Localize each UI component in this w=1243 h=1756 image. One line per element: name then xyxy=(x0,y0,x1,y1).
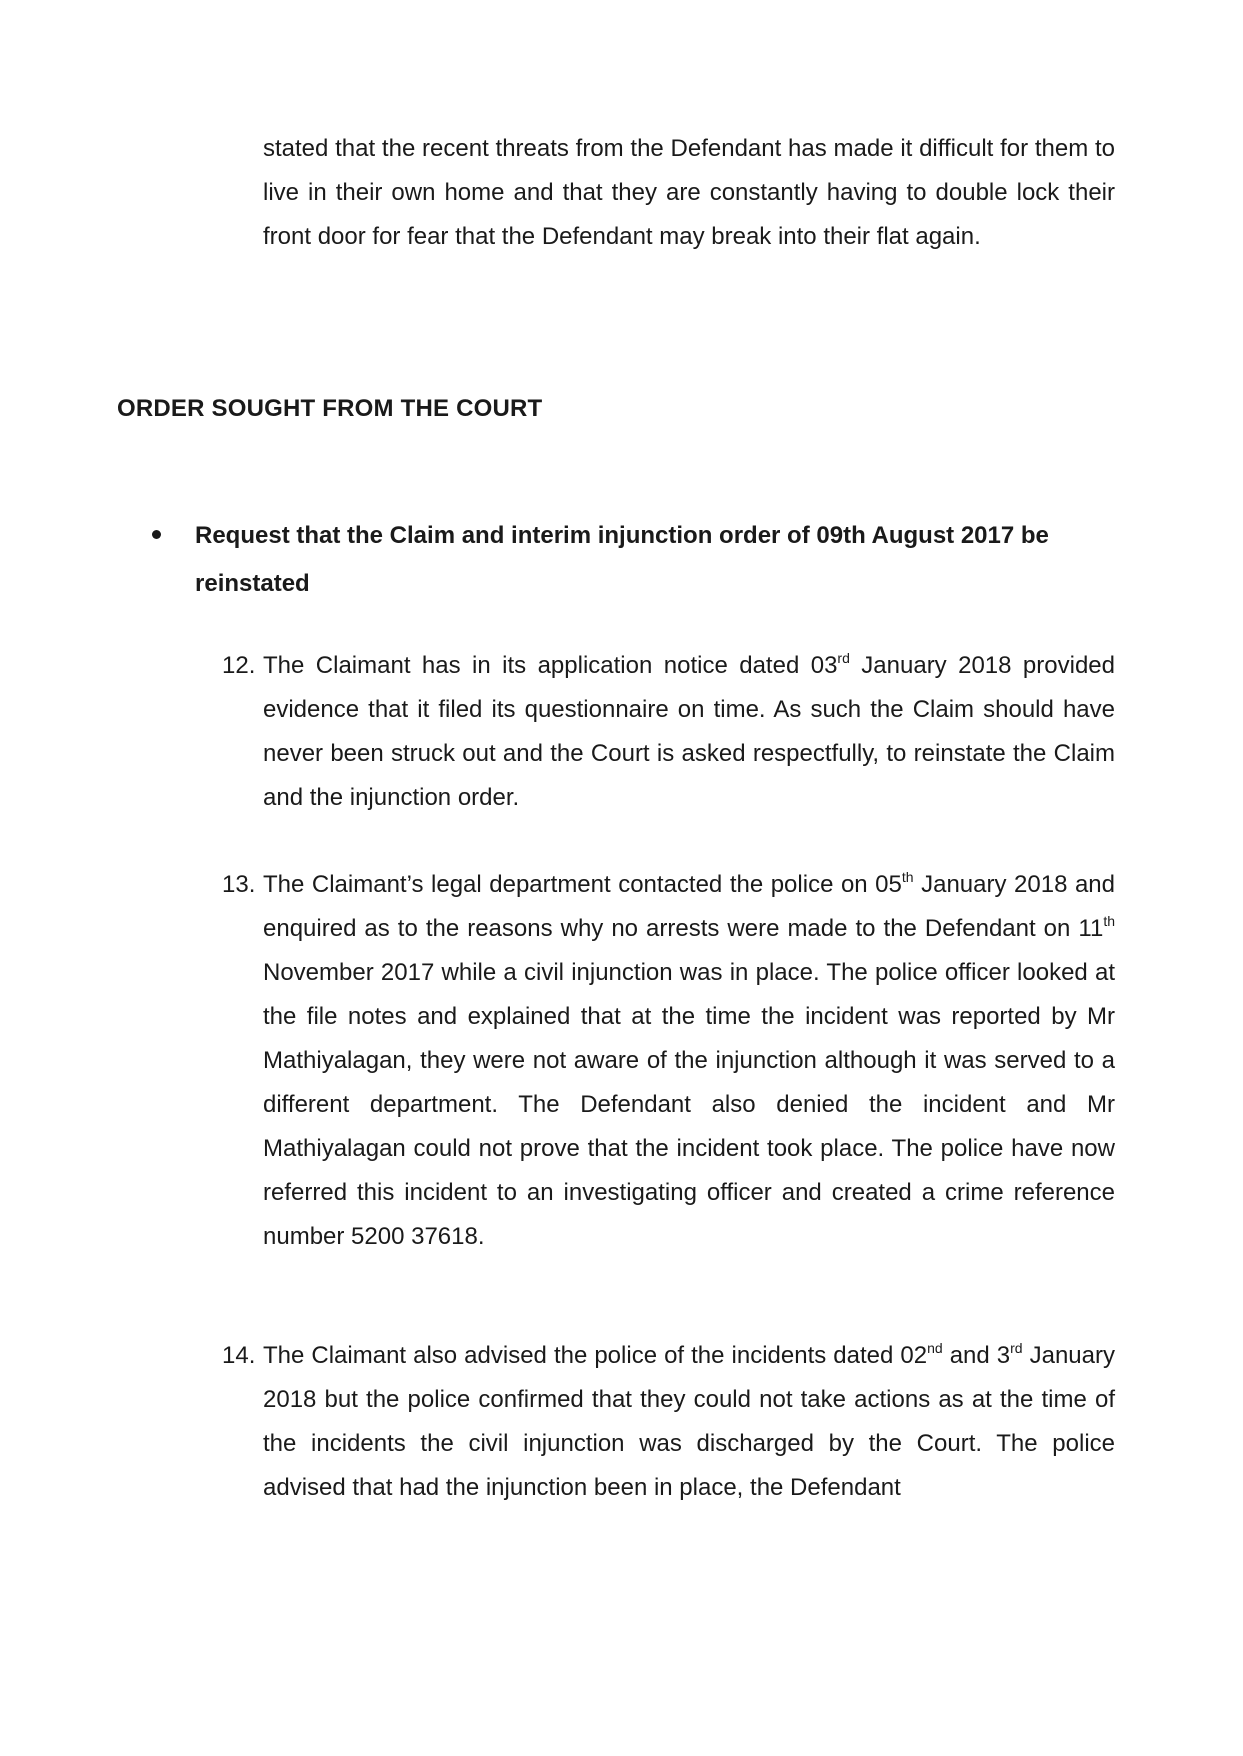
continuation-paragraph xyxy=(263,127,1115,259)
paragraph-number: 14. xyxy=(222,1342,256,1369)
bullet-text: Request that the Claim and interim injunction order of 09th August 2017 be reinstated xyxy=(195,522,1049,597)
paragraph-number: 12. xyxy=(222,652,256,679)
paragraph-text: January 2018 but the police confirmed that they could not take actions as at the time of the incidents the civil injunction was discharged by the Court. The police advised that had the injunction been in place, the Defendant xyxy=(263,1342,1115,1501)
section-heading: ORDER SOUGHT FROM THE COURT xyxy=(117,395,543,422)
ordinal-suffix: rd xyxy=(1010,1340,1023,1356)
paragraph-text: November 2017 while a civil injunction was in place. The police officer looked at the file notes and explained that at the time the incident was reported by Mr Mathiyalagan, they were not aware of the injunction although it was served to a different department. The Defendant also denied the incident and Mr Mathiyalagan could not prove that the incident took place. The police have now referred this incident to an investigating officer and created a crime reference number 5200 37618. xyxy=(263,959,1115,1250)
paragraph-number: 13. xyxy=(222,871,256,898)
paragraph-body xyxy=(263,644,1115,820)
ordinal-suffix: rd xyxy=(837,650,850,666)
continuation-text: stated that the recent threats from the Defendant has made it difficult for them to live in their own home and that they are constantly having to double lock their front door for fear that the Defendant may break into their flat again. xyxy=(263,135,1115,250)
paragraph-text: and 3 xyxy=(942,1342,1011,1369)
paragraph-text: The Claimant’s legal department contacted the police on 05 xyxy=(263,871,902,898)
paragraph-body xyxy=(263,863,1115,1259)
ordinal-suffix: nd xyxy=(927,1340,943,1356)
paragraph-body xyxy=(263,1334,1115,1510)
ordinal-suffix: th xyxy=(1103,913,1115,929)
paragraph-text: January 2018 provided evidence that it filed its questionnaire on time. As such the Claim should have never been struck out and the Court is asked respectfully, to reinstate the Claim and the injunction order. xyxy=(263,652,1115,811)
ordinal-suffix: th xyxy=(901,869,914,885)
paragraph-text: The Claimant has in its application notice dated 03 xyxy=(263,652,838,679)
bullet-icon xyxy=(152,530,161,539)
paragraph-text: The Claimant also advised the police of the incidents dated 02 xyxy=(263,1342,928,1369)
paragraph-text: January 2018 and enquired as to the reasons why no arrests were made to the Defendant on 11 xyxy=(263,871,1115,942)
